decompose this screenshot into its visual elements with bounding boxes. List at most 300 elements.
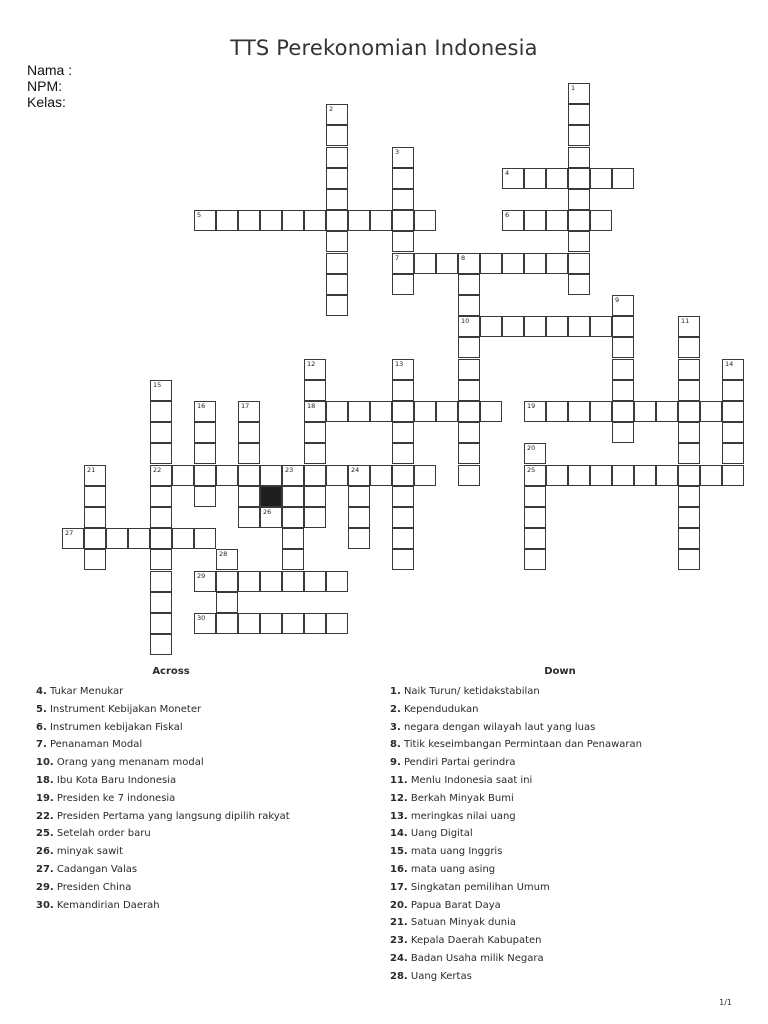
crossword-cell[interactable] (524, 316, 546, 337)
crossword-cell[interactable] (150, 465, 172, 486)
down-clue (390, 843, 730, 861)
crossword-cell[interactable] (590, 210, 612, 231)
cell-number: 29 (197, 571, 206, 580)
cell-number: 2 (329, 105, 334, 114)
crossword-cell[interactable] (326, 253, 348, 274)
crossword-cell[interactable] (304, 210, 326, 231)
crossword-cell[interactable] (546, 253, 568, 274)
crossword-cell[interactable] (216, 613, 238, 634)
crossword-cell[interactable] (304, 507, 326, 528)
crossword-cell[interactable] (150, 571, 172, 592)
crossword-cell[interactable] (348, 210, 370, 231)
across-clue (36, 897, 336, 915)
crossword-cell[interactable] (348, 507, 370, 528)
crossword-cell[interactable] (216, 210, 238, 231)
crossword-cell[interactable] (84, 549, 106, 570)
crossword-cell[interactable] (678, 528, 700, 549)
cell-number: 10 (461, 317, 470, 326)
crossword-cell[interactable] (568, 104, 590, 125)
crossword-cell[interactable] (568, 465, 590, 486)
crossword-cell[interactable] (568, 189, 590, 210)
crossword-cell[interactable] (678, 486, 700, 507)
crossword-cell[interactable] (348, 401, 370, 422)
across-clue (36, 825, 336, 843)
crossword-cell[interactable] (348, 465, 370, 486)
crossword-cell[interactable] (348, 486, 370, 507)
crossword-cell[interactable] (436, 253, 458, 274)
down-clue (390, 950, 730, 968)
crossword-cell[interactable] (568, 253, 590, 274)
class-field-label: Kelas: (27, 94, 66, 110)
down-clue (390, 914, 730, 932)
down-clue-text: mata uang asing (410, 863, 496, 875)
cell-number: 9 (615, 296, 620, 304)
crossword-cell[interactable] (458, 316, 480, 337)
across-clue-text: Ibu Kota Baru Indonesia (56, 774, 177, 786)
crossword-cell[interactable] (524, 401, 546, 422)
cell-number: 23 (285, 465, 294, 474)
crossword-cell[interactable] (282, 571, 304, 592)
crossword-cell[interactable] (502, 316, 524, 337)
across-clue-number: 22. (36, 810, 54, 822)
crossword-cell[interactable] (568, 83, 590, 104)
crossword-cell[interactable] (458, 253, 480, 274)
student-info-fields (27, 62, 72, 110)
cell-number: 30 (197, 614, 206, 622)
cell-number: 6 (505, 211, 510, 220)
crossword-cell[interactable] (194, 210, 216, 231)
cell-number: 5 (197, 211, 202, 220)
across-clue-text: Presiden ke 7 indonesia (56, 792, 176, 804)
crossword-cell[interactable] (392, 231, 414, 252)
crossword-cell[interactable] (458, 380, 480, 401)
across-clue-text: Setelah order baru (56, 828, 151, 840)
crossword-cell[interactable] (480, 316, 502, 337)
down-clue-text: Papua Barat Daya (410, 899, 501, 911)
crossword-cell[interactable] (612, 465, 634, 486)
crossword-cell[interactable] (150, 528, 172, 549)
crossword-cell[interactable] (238, 210, 260, 231)
crossword-cell[interactable] (326, 189, 348, 210)
crossword-cell[interactable] (480, 401, 502, 422)
crossword-cell[interactable] (656, 465, 678, 486)
crossword-cell[interactable] (612, 337, 634, 358)
crossword-cell[interactable] (238, 465, 260, 486)
crossword-cell[interactable] (678, 401, 700, 422)
crossword-cell[interactable] (194, 528, 216, 549)
across-clue-number: 7. (36, 739, 47, 751)
cell-number: 20 (527, 444, 536, 453)
crossword-cell[interactable] (304, 380, 326, 401)
down-clue-text: Singkatan pemilihan Umum (410, 881, 550, 893)
crossword-cell[interactable] (370, 401, 392, 422)
down-clue-text: Satuan Minyak dunia (410, 917, 516, 929)
cell-number: 27 (65, 529, 74, 538)
crossword-cell[interactable] (568, 147, 590, 168)
down-clue-text: Uang Digital (410, 828, 473, 840)
crossword-cell[interactable] (612, 168, 634, 189)
across-clue (36, 861, 336, 879)
crossword-cell[interactable] (700, 465, 722, 486)
crossword-cell[interactable] (150, 613, 172, 634)
down-clue-number: 1. (390, 686, 401, 697)
crossword-cell[interactable] (392, 422, 414, 443)
crossword-cell[interactable] (194, 613, 216, 634)
crossword-cell[interactable] (304, 465, 326, 486)
crossword-cell[interactable] (524, 168, 546, 189)
crossword-cell[interactable] (282, 549, 304, 570)
cell-number: 26 (263, 508, 272, 516)
crossword-cell[interactable] (172, 528, 194, 549)
across-clue-number: 4. (36, 686, 47, 697)
crossword-cell[interactable] (568, 401, 590, 422)
crossword-cell[interactable] (370, 210, 392, 231)
crossword-cell[interactable] (304, 613, 326, 634)
crossword-cell[interactable] (150, 592, 172, 613)
npm-field-label: NPM: (27, 78, 62, 94)
down-clue-text: Kependudukan (403, 703, 479, 715)
across-clue-text: Instrument Kebijakan Moneter (49, 703, 202, 715)
down-clue-number: 13. (390, 810, 408, 822)
crossword-cell[interactable] (392, 253, 414, 274)
down-clue-number: 3. (390, 721, 401, 733)
across-clue-text: Cadangan Valas (56, 863, 138, 875)
crossword-cell[interactable] (150, 401, 172, 422)
crossword-cell[interactable] (678, 549, 700, 570)
crossword-cell[interactable] (282, 465, 304, 486)
across-clue-number: 19. (36, 792, 54, 804)
crossword-cell[interactable] (414, 401, 436, 422)
crossword-cell[interactable] (260, 465, 282, 486)
crossword-cell[interactable] (546, 168, 568, 189)
across-clue-text: Tukar Menukar (49, 686, 124, 697)
across-clues-column (36, 666, 336, 914)
down-clue-number: 17. (390, 881, 408, 893)
crossword-cell[interactable] (722, 465, 744, 486)
across-clue-text: Orang yang menanam modal (56, 757, 204, 769)
crossword-cell[interactable] (260, 210, 282, 231)
down-clue-number: 8. (390, 739, 401, 751)
across-clue (36, 772, 336, 790)
crossword-cell[interactable] (216, 571, 238, 592)
crossword-cell[interactable] (678, 380, 700, 401)
down-clue (390, 932, 730, 950)
crossword-cell[interactable] (392, 359, 414, 380)
crossword-cell[interactable] (678, 337, 700, 358)
down-clue (390, 736, 730, 754)
crossword-cell[interactable] (84, 465, 106, 486)
crossword-cell[interactable] (216, 465, 238, 486)
down-clue-text: negara dengan wilayah laut yang luas (403, 721, 596, 733)
cell-number: 3 (395, 147, 400, 156)
down-clue-list (390, 683, 730, 986)
cell-number: 18 (307, 402, 316, 410)
cell-number: 12 (307, 359, 316, 368)
crossword-cell[interactable] (238, 571, 260, 592)
crossword-cell[interactable] (326, 231, 348, 252)
crossword-cell[interactable] (326, 104, 348, 125)
across-clue-number: 29. (36, 881, 54, 893)
crossword-cell[interactable] (304, 422, 326, 443)
across-clue-text: Presiden Pertama yang langsung dipilih rakyat (56, 810, 290, 822)
crossword-cell[interactable] (414, 465, 436, 486)
crossword-cell[interactable] (722, 422, 744, 443)
crossword-cell[interactable] (194, 443, 216, 464)
crossword-cell[interactable] (326, 401, 348, 422)
crossword-cell[interactable] (392, 210, 414, 231)
crossword-cell[interactable] (392, 465, 414, 486)
crossword-cell[interactable] (150, 507, 172, 528)
crossword-cell[interactable] (194, 571, 216, 592)
across-clue-number: 5. (36, 703, 47, 715)
crossword-cell[interactable] (326, 295, 348, 316)
crossword-cell[interactable] (546, 465, 568, 486)
crossword-cell[interactable] (326, 210, 348, 231)
crossword-cell[interactable] (392, 486, 414, 507)
down-clue-text: meringkas nilai uang (410, 810, 516, 822)
crossword-cell[interactable] (238, 422, 260, 443)
crossword-cell[interactable] (392, 549, 414, 570)
page-number: 1/1 (719, 998, 732, 1007)
crossword-cell[interactable] (84, 528, 106, 549)
crossword-cell[interactable] (326, 274, 348, 295)
crossword-cell[interactable] (458, 359, 480, 380)
crossword-cell[interactable] (612, 359, 634, 380)
crossword-cell[interactable] (150, 549, 172, 570)
cell-number: 17 (241, 402, 250, 410)
crossword-cell[interactable] (524, 465, 546, 486)
down-clues-column (390, 666, 730, 986)
across-heading: Across (152, 666, 190, 677)
crossword-cell[interactable] (150, 486, 172, 507)
crossword-cell[interactable] (150, 422, 172, 443)
crossword-cell[interactable] (304, 571, 326, 592)
crossword-cell[interactable] (150, 443, 172, 464)
crossword-cell[interactable] (612, 316, 634, 337)
down-clue (390, 754, 730, 772)
crossword-cell[interactable] (458, 295, 480, 316)
crossword-cell[interactable] (260, 571, 282, 592)
crossword-cell[interactable] (238, 443, 260, 464)
crossword-cell[interactable] (304, 401, 326, 422)
crossword-cell[interactable] (590, 401, 612, 422)
down-clue (390, 683, 730, 701)
crossword-cell[interactable] (722, 380, 744, 401)
across-clue-text: Instrumen kebijakan Fiskal (49, 721, 183, 733)
crossword-cell[interactable] (634, 401, 656, 422)
crossword-cell[interactable] (238, 507, 260, 528)
crossword-cell[interactable] (194, 422, 216, 443)
crossword-cell[interactable] (568, 231, 590, 252)
crossword-cell[interactable] (458, 274, 480, 295)
cell-number: 25 (527, 465, 536, 474)
crossword-cell[interactable] (546, 401, 568, 422)
shaded-cell (260, 486, 282, 507)
across-clue-text: Presiden China (56, 881, 132, 893)
crossword-cell[interactable] (568, 168, 590, 189)
across-clue-number: 27. (36, 863, 54, 875)
crossword-cell[interactable] (216, 592, 238, 613)
crossword-cell[interactable] (568, 316, 590, 337)
down-clue (390, 719, 730, 737)
crossword-cell[interactable] (282, 486, 304, 507)
across-clue (36, 701, 336, 719)
crossword-cell[interactable] (458, 337, 480, 358)
crossword-cell[interactable] (150, 634, 172, 655)
down-clue (390, 879, 730, 897)
name-field-label: Nama : (27, 62, 73, 78)
crossword-cell[interactable] (590, 168, 612, 189)
crossword-cell[interactable] (678, 316, 700, 337)
crossword-cell[interactable] (612, 295, 634, 316)
crossword-cell[interactable] (568, 274, 590, 295)
crossword-cell[interactable] (612, 401, 634, 422)
crossword-cell[interactable] (436, 401, 458, 422)
across-clue-list (36, 683, 336, 914)
crossword-cell[interactable] (392, 168, 414, 189)
crossword-cell[interactable] (700, 401, 722, 422)
crossword-cell[interactable] (84, 507, 106, 528)
crossword-cell[interactable] (568, 210, 590, 231)
crossword-cell[interactable] (62, 528, 84, 549)
crossword-cell[interactable] (326, 613, 348, 634)
crossword-cell[interactable] (722, 443, 744, 464)
across-clue (36, 808, 336, 826)
cell-number: 11 (681, 317, 690, 326)
crossword-cell[interactable] (392, 147, 414, 168)
page-title: TTS Perekonomian Indonesia (230, 36, 538, 60)
crossword-cell[interactable] (282, 528, 304, 549)
crossword-cell[interactable] (282, 210, 304, 231)
crossword-cell[interactable] (546, 316, 568, 337)
crossword-cell[interactable] (282, 507, 304, 528)
crossword-cell[interactable] (612, 380, 634, 401)
crossword-cell[interactable] (194, 401, 216, 422)
cell-number: 16 (197, 402, 206, 410)
crossword-cell[interactable] (458, 401, 480, 422)
down-clue-text: Uang Kertas (410, 970, 472, 982)
crossword-cell[interactable] (546, 210, 568, 231)
crossword-cell[interactable] (458, 422, 480, 443)
crossword-cell[interactable] (370, 465, 392, 486)
crossword-cell[interactable] (84, 486, 106, 507)
crossword-cell[interactable] (304, 486, 326, 507)
crossword-cell[interactable] (656, 401, 678, 422)
crossword-cell[interactable] (634, 465, 656, 486)
crossword-cell[interactable] (722, 359, 744, 380)
crossword-cell[interactable] (502, 168, 524, 189)
crossword-cell[interactable] (326, 571, 348, 592)
crossword-cell[interactable] (326, 125, 348, 146)
crossword-cell[interactable] (524, 210, 546, 231)
crossword-cell[interactable] (524, 549, 546, 570)
crossword-cell[interactable] (590, 465, 612, 486)
down-clue-number: 12. (390, 792, 408, 804)
down-clue (390, 772, 730, 790)
crossword-cell[interactable] (458, 443, 480, 464)
crossword-cell[interactable] (612, 422, 634, 443)
crossword-cell[interactable] (238, 613, 260, 634)
cell-number: 13 (395, 359, 404, 368)
across-clue (36, 719, 336, 737)
crossword-cell[interactable] (348, 528, 370, 549)
crossword-cell[interactable] (414, 253, 436, 274)
crossword-cell[interactable] (128, 528, 150, 549)
crossword-cell[interactable] (524, 443, 546, 464)
crossword-cell[interactable] (282, 613, 304, 634)
crossword-cell[interactable] (194, 465, 216, 486)
across-clue (36, 683, 336, 701)
down-clue-number: 16. (390, 863, 408, 875)
crossword-cell[interactable] (392, 528, 414, 549)
cell-number: 14 (725, 359, 734, 368)
crossword-cell[interactable] (480, 253, 502, 274)
down-clue-text: Pendiri Partai gerindra (403, 757, 516, 769)
crossword-cell[interactable] (678, 465, 700, 486)
crossword-cell[interactable] (392, 401, 414, 422)
crossword-cell[interactable] (524, 528, 546, 549)
crossword-cell[interactable] (392, 443, 414, 464)
crossword-cell[interactable] (172, 465, 194, 486)
crossword-cell[interactable] (260, 613, 282, 634)
down-clue (390, 701, 730, 719)
down-heading: Down (544, 666, 576, 677)
crossword-cell[interactable] (414, 210, 436, 231)
down-clue-number: 2. (390, 703, 401, 715)
crossword-cell[interactable] (722, 401, 744, 422)
cell-number: 8 (461, 253, 466, 262)
crossword-cell[interactable] (216, 549, 238, 570)
crossword-cell[interactable] (304, 359, 326, 380)
cell-number: 24 (351, 465, 360, 474)
crossword-cell[interactable] (106, 528, 128, 549)
crossword-cell[interactable] (678, 422, 700, 443)
crossword-cell[interactable] (260, 507, 282, 528)
crossword-cell[interactable] (678, 359, 700, 380)
crossword-cell[interactable] (326, 465, 348, 486)
crossword-cell[interactable] (458, 465, 480, 486)
crossword-cell[interactable] (502, 210, 524, 231)
crossword-cell[interactable] (392, 274, 414, 295)
crossword-cell[interactable] (392, 189, 414, 210)
crossword-cell[interactable] (392, 507, 414, 528)
crossword-cell[interactable] (304, 443, 326, 464)
cell-number: 22 (153, 465, 162, 474)
cell-number: 28 (219, 550, 228, 559)
across-clue-text: Kemandirian Daerah (56, 899, 160, 911)
crossword-cell[interactable] (678, 443, 700, 464)
crossword-cell[interactable] (524, 507, 546, 528)
crossword-cell[interactable] (568, 125, 590, 146)
crossword-cell[interactable] (590, 316, 612, 337)
crossword-cell[interactable] (150, 380, 172, 401)
across-clue (36, 879, 336, 897)
crossword-cell[interactable] (392, 380, 414, 401)
crossword-cell[interactable] (678, 507, 700, 528)
cell-number: 4 (505, 168, 510, 177)
crossword-cell[interactable] (238, 486, 260, 507)
crossword-cell[interactable] (194, 486, 216, 507)
crossword-cell[interactable] (326, 147, 348, 168)
cell-number: 19 (527, 402, 536, 410)
crossword-cell[interactable] (326, 168, 348, 189)
crossword-cell[interactable] (524, 486, 546, 507)
crossword-cell[interactable] (238, 401, 260, 422)
cell-number: 15 (153, 380, 162, 389)
crossword-cell[interactable] (524, 253, 546, 274)
crossword-cell[interactable] (502, 253, 524, 274)
down-clue (390, 897, 730, 915)
